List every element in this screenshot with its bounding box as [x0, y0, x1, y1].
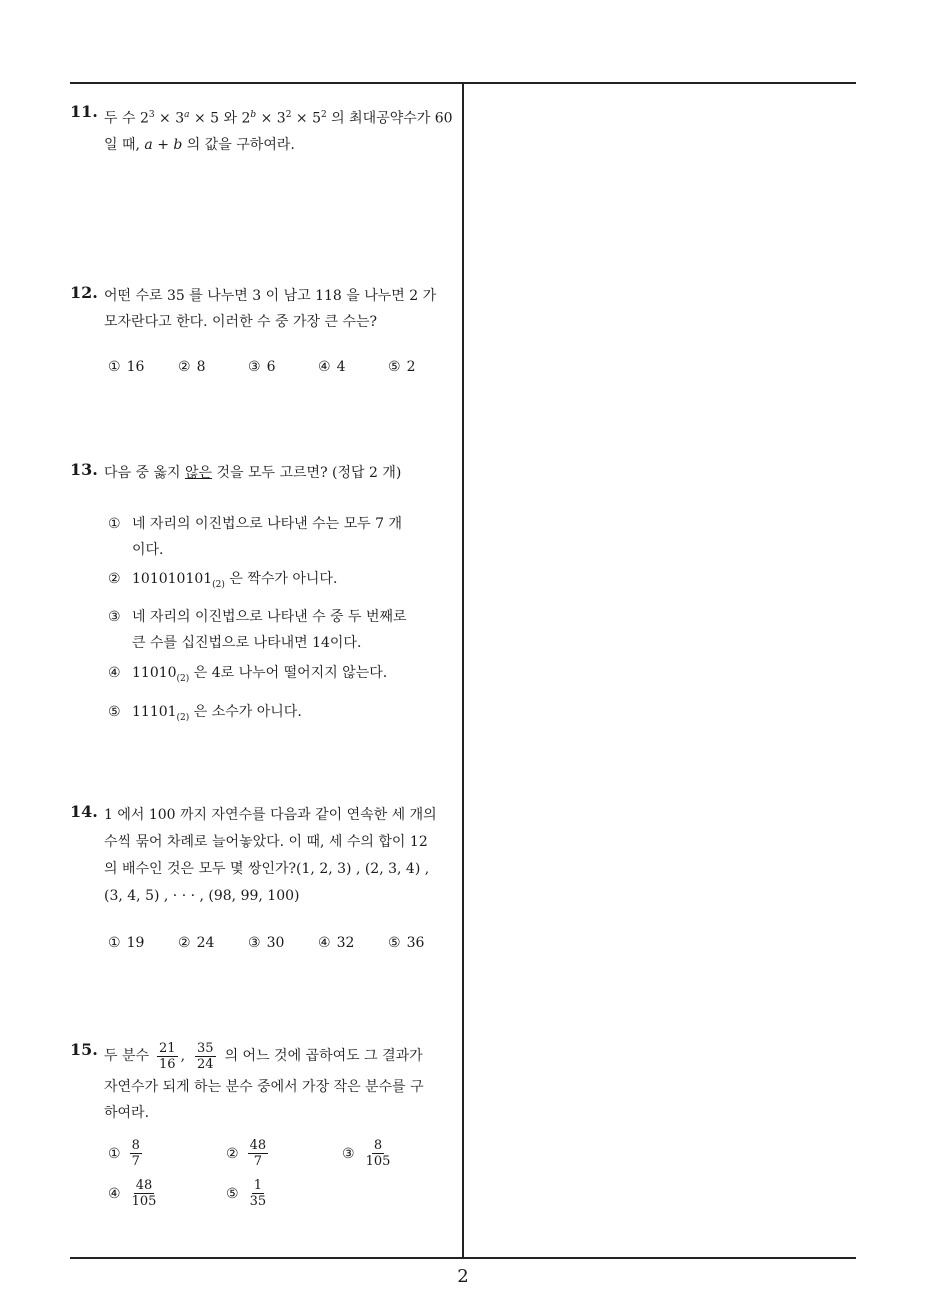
column-divider — [462, 82, 464, 1259]
binary-number: 101010101 — [132, 571, 213, 587]
choice-5[interactable] — [388, 935, 458, 951]
choice-marker: ④ — [318, 935, 331, 951]
choice-marker: ④ — [318, 359, 331, 375]
choice-value: 4 — [336, 359, 346, 375]
option-3[interactable] — [108, 604, 448, 656]
question-15 — [70, 1038, 458, 1126]
choice-5[interactable] — [388, 359, 458, 375]
question-number: 14. — [70, 802, 98, 821]
text-line: 어떤 수로 35 를 나누면 3 이 남고 118 을 나누면 2 가 — [104, 288, 437, 304]
choice-value: 19 — [126, 935, 145, 951]
question-14 — [70, 802, 458, 910]
choice-marker: ⑤ — [388, 359, 401, 375]
question-text — [104, 102, 458, 158]
exponent: a — [184, 110, 190, 120]
text-segment: 두 수 2 — [104, 110, 149, 127]
option-text: 은 짝수가 아니다. — [224, 571, 338, 587]
option-4[interactable] — [108, 660, 448, 692]
denominator: 24 — [197, 1056, 214, 1072]
exponent: 2 — [285, 110, 292, 120]
question-12 — [70, 283, 458, 335]
choice-4[interactable] — [318, 359, 388, 375]
option-1[interactable] — [108, 511, 448, 563]
exponent: 3 — [148, 110, 155, 120]
numerator: 48 — [135, 1178, 153, 1193]
choice-value: 32 — [336, 935, 355, 951]
choice-3[interactable] — [342, 1138, 395, 1169]
text-segment: 다음 중 옳지 — [104, 465, 185, 481]
text-segment: × 5 — [291, 110, 321, 127]
denominator: 105 — [365, 1154, 391, 1169]
option-text: 은 4로 나누어 떨어지지 않는다. — [189, 665, 388, 681]
denominator: 7 — [131, 1154, 140, 1169]
choice-3[interactable] — [248, 359, 318, 375]
text-line: 수씩 묶어 차례로 늘어놓았다. 이 때, 세 수의 합이 12 — [104, 834, 428, 850]
choice-marker: ② — [226, 1145, 239, 1162]
fraction — [130, 1178, 159, 1209]
question-13 — [70, 460, 458, 486]
choice-value: 24 — [196, 935, 215, 951]
choice-4[interactable] — [318, 935, 388, 951]
choice-marker: ④ — [108, 665, 121, 681]
text-line: 1 에서 100 까지 자연수를 다음과 같이 연속한 세 개의 — [104, 807, 437, 823]
choice-marker: ② — [108, 571, 121, 587]
choice-marker: ⑤ — [226, 1185, 239, 1202]
choice-marker: ③ — [342, 1145, 355, 1162]
choice-marker: ④ — [108, 1185, 121, 1202]
numerator: 1 — [253, 1178, 262, 1193]
choice-marker: ① — [108, 359, 121, 375]
option-text: 네 자리의 이진법으로 나타낸 수 중 두 번째로 — [132, 609, 407, 625]
base-subscript: (2) — [212, 579, 225, 590]
denominator: 35 — [249, 1194, 267, 1209]
choice-marker: ① — [108, 935, 121, 951]
underlined-word: 않은 — [184, 465, 213, 481]
option-5[interactable] — [108, 699, 448, 731]
option-text: 이다. — [132, 542, 164, 558]
text-segment: × 5 와 2 — [189, 110, 251, 127]
choice-4[interactable] — [108, 1178, 161, 1209]
choice-marker: ③ — [248, 935, 261, 951]
choice-marker: ② — [178, 935, 191, 951]
question-text — [104, 1038, 458, 1126]
choice-value: 6 — [266, 359, 276, 375]
question-number: 15. — [70, 1040, 98, 1059]
denominator: 16 — [159, 1056, 176, 1072]
question-number: 12. — [70, 283, 98, 302]
fraction — [130, 1138, 142, 1169]
denominator: 7 — [253, 1154, 262, 1169]
choice-value: 36 — [406, 935, 425, 951]
base-subscript: (2) — [176, 673, 190, 684]
text-line: (3, 4, 5) , · · · , (98, 99, 100) — [104, 888, 300, 904]
choice-value: 30 — [266, 935, 285, 951]
choice-marker: ⑤ — [108, 704, 121, 720]
exponent: b — [250, 110, 257, 120]
text-segment: 두 분수 — [104, 1048, 150, 1064]
option-text: 은 소수가 아니다. — [189, 704, 302, 720]
binary-number: 11101 — [132, 704, 177, 720]
choice-5[interactable] — [226, 1178, 271, 1209]
choice-marker: ③ — [108, 609, 121, 625]
choice-marker: ⑤ — [388, 935, 401, 951]
question-text — [104, 283, 458, 335]
choice-marker: ② — [178, 359, 191, 375]
choice-2[interactable] — [178, 935, 248, 951]
text-line: 의 배수인 것은 모두 몇 쌍인가?(1, 2, 3) , (2, 3, 4) , — [104, 861, 430, 877]
math-expression: a + b — [144, 136, 183, 153]
question-number: 11. — [70, 102, 98, 121]
base-subscript: (2) — [176, 712, 190, 723]
choice-value: 16 — [126, 359, 145, 375]
fraction — [248, 1138, 269, 1169]
choice-value: 2 — [406, 359, 416, 375]
binary-number: 11010 — [132, 665, 177, 681]
numerator: 21 — [159, 1040, 176, 1056]
text-segment: 의 최대공약수가 60 — [326, 110, 453, 127]
choice-marker: ③ — [248, 359, 261, 375]
text-segment: 의 어느 것에 곱하여도 그 결과가 — [224, 1048, 423, 1064]
option-text: 큰 수를 십진법으로 나타내면 14이다. — [132, 635, 362, 651]
text-segment: × 3 — [256, 110, 286, 127]
q12-choices — [108, 359, 458, 375]
choice-3[interactable] — [248, 935, 318, 951]
numerator: 35 — [197, 1040, 214, 1056]
choice-2[interactable] — [226, 1138, 271, 1169]
choice-1[interactable] — [108, 935, 178, 951]
choice-2[interactable] — [178, 359, 248, 375]
numerator: 8 — [131, 1138, 140, 1153]
text-segment: 일 때, — [104, 136, 145, 153]
option-2[interactable] — [108, 566, 448, 598]
fraction — [248, 1178, 269, 1209]
fraction-35-24 — [195, 1041, 216, 1072]
q14-choices — [108, 935, 458, 951]
choice-marker: ① — [108, 516, 121, 532]
choice-value: 8 — [196, 359, 206, 375]
question-11 — [70, 102, 458, 158]
page-number: 2 — [457, 1266, 469, 1287]
text-segment: × 3 — [154, 110, 185, 127]
choice-1[interactable] — [108, 359, 178, 375]
denominator: 105 — [131, 1194, 157, 1209]
bottom-rule — [70, 1257, 856, 1259]
fraction-21-16 — [157, 1041, 178, 1072]
question-text — [104, 460, 458, 486]
choice-1[interactable] — [108, 1138, 145, 1169]
question-number: 13. — [70, 460, 98, 479]
text-line: 모자란다고 한다. 이러한 수 중 가장 큰 수는? — [104, 314, 378, 330]
exponent: 2 — [320, 110, 327, 120]
separator: , — [180, 1048, 186, 1064]
text-line: 자연수가 되게 하는 분수 중에서 가장 작은 분수를 구 — [104, 1079, 424, 1095]
choice-marker: ① — [108, 1145, 121, 1162]
text-segment: 것을 모두 고르면? (정답 2 개) — [212, 465, 402, 481]
text-segment: 의 값을 구하여라. — [182, 136, 295, 153]
fraction — [364, 1138, 393, 1169]
option-text: 네 자리의 이진법으로 나타낸 수는 모두 7 개 — [132, 516, 402, 532]
numerator: 8 — [373, 1138, 383, 1153]
numerator: 48 — [249, 1138, 267, 1153]
text-line: 하여라. — [104, 1105, 150, 1121]
question-text — [104, 802, 458, 910]
